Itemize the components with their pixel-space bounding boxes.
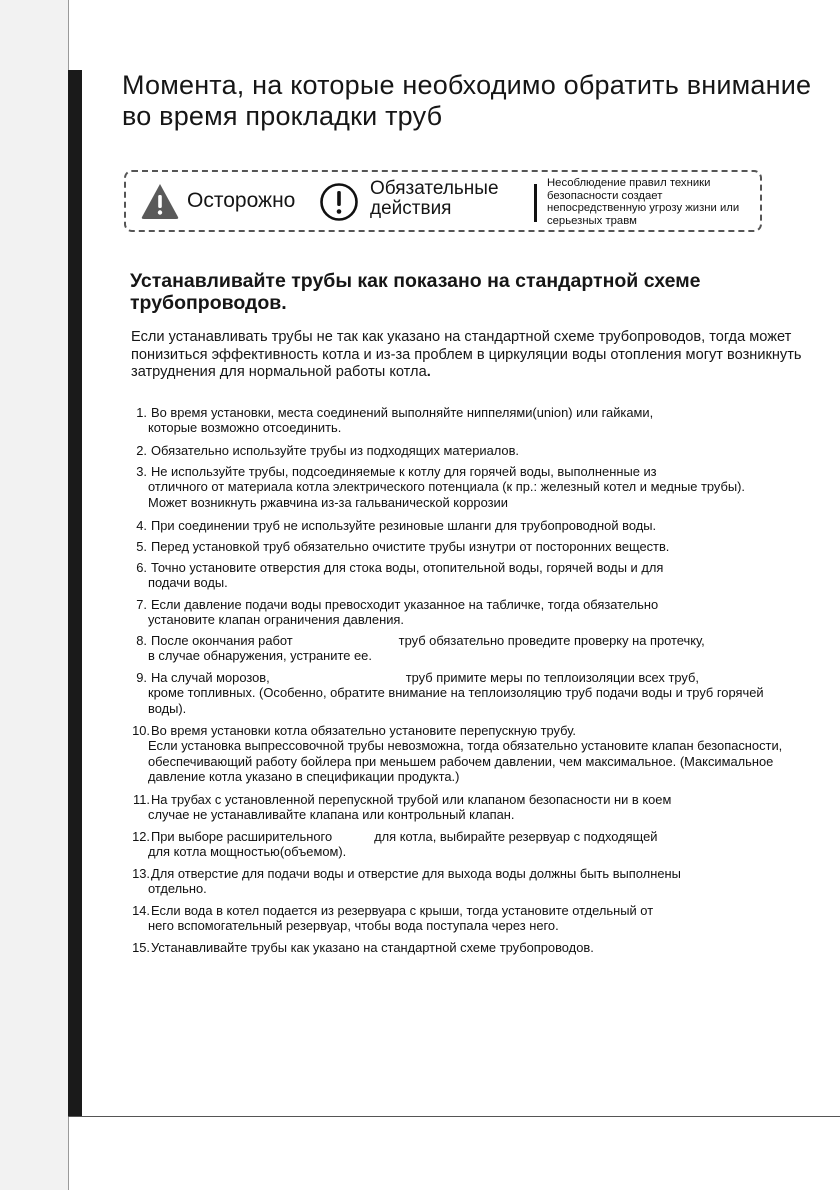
list-item: 1. Во время установки, места соединений выполняйте ниппелями(union) или гайками, которые возможно отсоединить. <box>136 405 654 436</box>
page-title: Момента, на которые необходимо обратить внимание во время прокладки труб <box>122 70 812 131</box>
warning-separator <box>534 184 537 222</box>
page-bottom-rule <box>68 1116 840 1117</box>
warning-description: Несоблюдение правил техники безопасности создает непосредственную угрозу жизни или серьезных травм <box>547 177 740 227</box>
mandatory-actions-label: Обязательные действия <box>370 178 499 219</box>
list-item: 2. Обязательно используйте трубы из подходящих материалов. <box>136 443 520 458</box>
section-heading: Устанавливайте трубы как показано на стандартной схеме трубопроводов. <box>130 270 701 314</box>
list-item: 15.Устанавливайте трубы как указано на стандартной схеме трубопроводов. <box>132 940 594 955</box>
list-item: 12.При выборе расширительного для котла, выбирайте резервуар с подходящей для котла мощностью(объемом). <box>132 829 658 860</box>
list-item: 7. Если давление подачи воды превосходит указанное на табличке, тогда обязательно установите клапан ограничения давления. <box>136 597 659 628</box>
list-item: 3. Не используйте трубы, подсоединяемые к котлу для горячей воды, выполненные из отличного от материала котла электрического потенциала (к пр.: железный котел и медные трубы). Может возникнуть ржавчина из-за гальванической коррозии <box>136 464 746 510</box>
section-intro <box>131 329 821 382</box>
warning-triangle-icon <box>140 182 180 220</box>
list-item: 14.Если вода в котел подается из резервуара с крыши, тогда установите отдельный от него вспомогательный резервуар, чтобы вода поступала через него. <box>132 903 654 934</box>
list-item: 10.Во время установки котла обязательно установите перепускную трубу. Если установка выпрессовочной трубы невозможна, тогда обязательно установите клапан безопасности, обеспечивающий работу бойлера при меньшем рабочем давлении, чем максимальное. (Максимальное давление котла указано в спецификации продукта.) <box>132 723 783 784</box>
exclamation-circle-icon <box>319 182 359 222</box>
intro-end-mark: . <box>426 364 431 381</box>
caution-label: Осторожно <box>187 189 296 212</box>
chapter-side-bar <box>68 70 82 1116</box>
warning-box <box>124 170 762 232</box>
list-item: 11.На трубах с установленной перепускной трубой или клапаном безопасности ни в коем случае не устанавливайте клапана или контрольный клапан. <box>133 792 672 823</box>
list-item: 9. На случай морозов, труб примите меры по теплоизоляции всех труб, кроме топливных. (Особенно, обратите внимание на теплоизоляцию труб подачи воды и труб горячей воды). <box>136 670 764 716</box>
list-item: 4. При соединении труб не используйте резиновые шланги для трубопроводной воды. <box>136 518 657 533</box>
list-item: 8. После окончания работ труб обязательно проведите проверку на протечку, в случае обнаружения, устраните ее. <box>136 633 705 664</box>
intro-text: Если устанавливать трубы не так как указано на стандартной схеме трубопроводов, тогда может понизиться эффективность котла и из-за проблем в циркуляции воды отопления могут возникнуть затруднения для нормальной работы котла <box>131 329 802 381</box>
list-item: 6. Точно установите отверстия для стока воды, отопительной воды, горячей воды и для подачи воды. <box>136 560 664 591</box>
list-item: 13.Для отверстие для подачи воды и отверстие для выхода воды должны быть выполнены отдельно. <box>132 866 681 897</box>
page-left-margin <box>0 0 68 1190</box>
list-item: 5. Перед установкой труб обязательно очистите трубы изнутри от посторонних веществ. <box>136 539 670 554</box>
